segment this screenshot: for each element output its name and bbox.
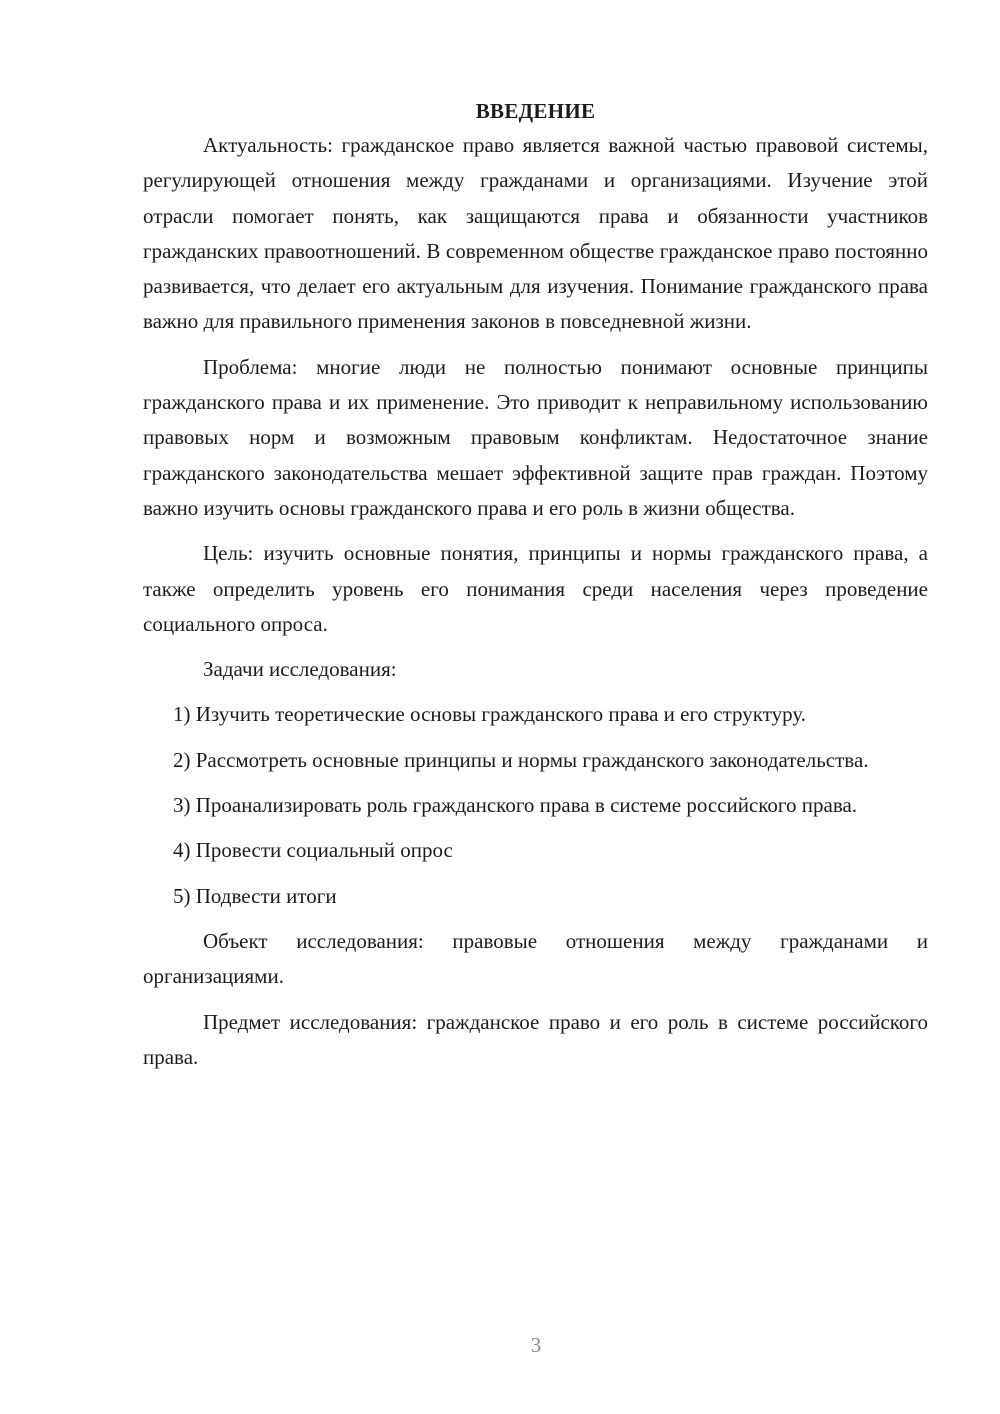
problem-paragraph: Проблема: многие люди не полностью понимают основные принципы гражданского права и их применение. Это приводит к неправильному использованию правовых норм и возможным правовым конфликтам. Недостаточное знание гражданского законодательства мешает эффективной защите прав граждан. Поэтому важно изучить основы гражданского права и его роль в жизни общества.: [143, 354, 928, 520]
research-object-paragraph: Объект исследования: правовые отношения между гражданами и организациями.: [143, 928, 928, 989]
task-item: 5) Подвести итоги: [173, 883, 337, 908]
task-item: 2) Рассмотреть основные принципы и нормы гражданского законодательства.: [173, 747, 869, 772]
task-item: 1) Изучить теоретические основы гражданского права и его структуру.: [173, 702, 806, 727]
document-page: [143, 96, 928, 1085]
task-item: 4) Провести социальный опрос: [173, 838, 453, 863]
tasks-heading: Задачи исследования:: [203, 657, 397, 682]
relevance-paragraph: Актуальность: гражданское право является важной частью правовой системы, регулирующей отношения между гражданами и организациями. Изучение этой отрасли помогает понять, как защищаются права и обязанности участников гражданских правоотношений. В современном обществе гражданское право постоянно развивается, что делает его актуальным для изучения. Понимание гражданского права важно для правильного применения законов в повседневной жизни.: [143, 133, 928, 334]
task-item: 3) Проанализировать роль гражданского права в системе российского права.: [173, 793, 858, 818]
page-number: 3: [530, 1333, 542, 1357]
goal-paragraph: Цель: изучить основные понятия, принципы и нормы гражданского права, а также определить уровень его понимания среди населения через проведение социального опроса.: [143, 541, 928, 636]
page-title: ВВЕДЕНИЕ: [475, 99, 596, 123]
research-subject-paragraph: Предмет исследования: гражданское право и его роль в системе российского права.: [143, 1009, 928, 1069]
